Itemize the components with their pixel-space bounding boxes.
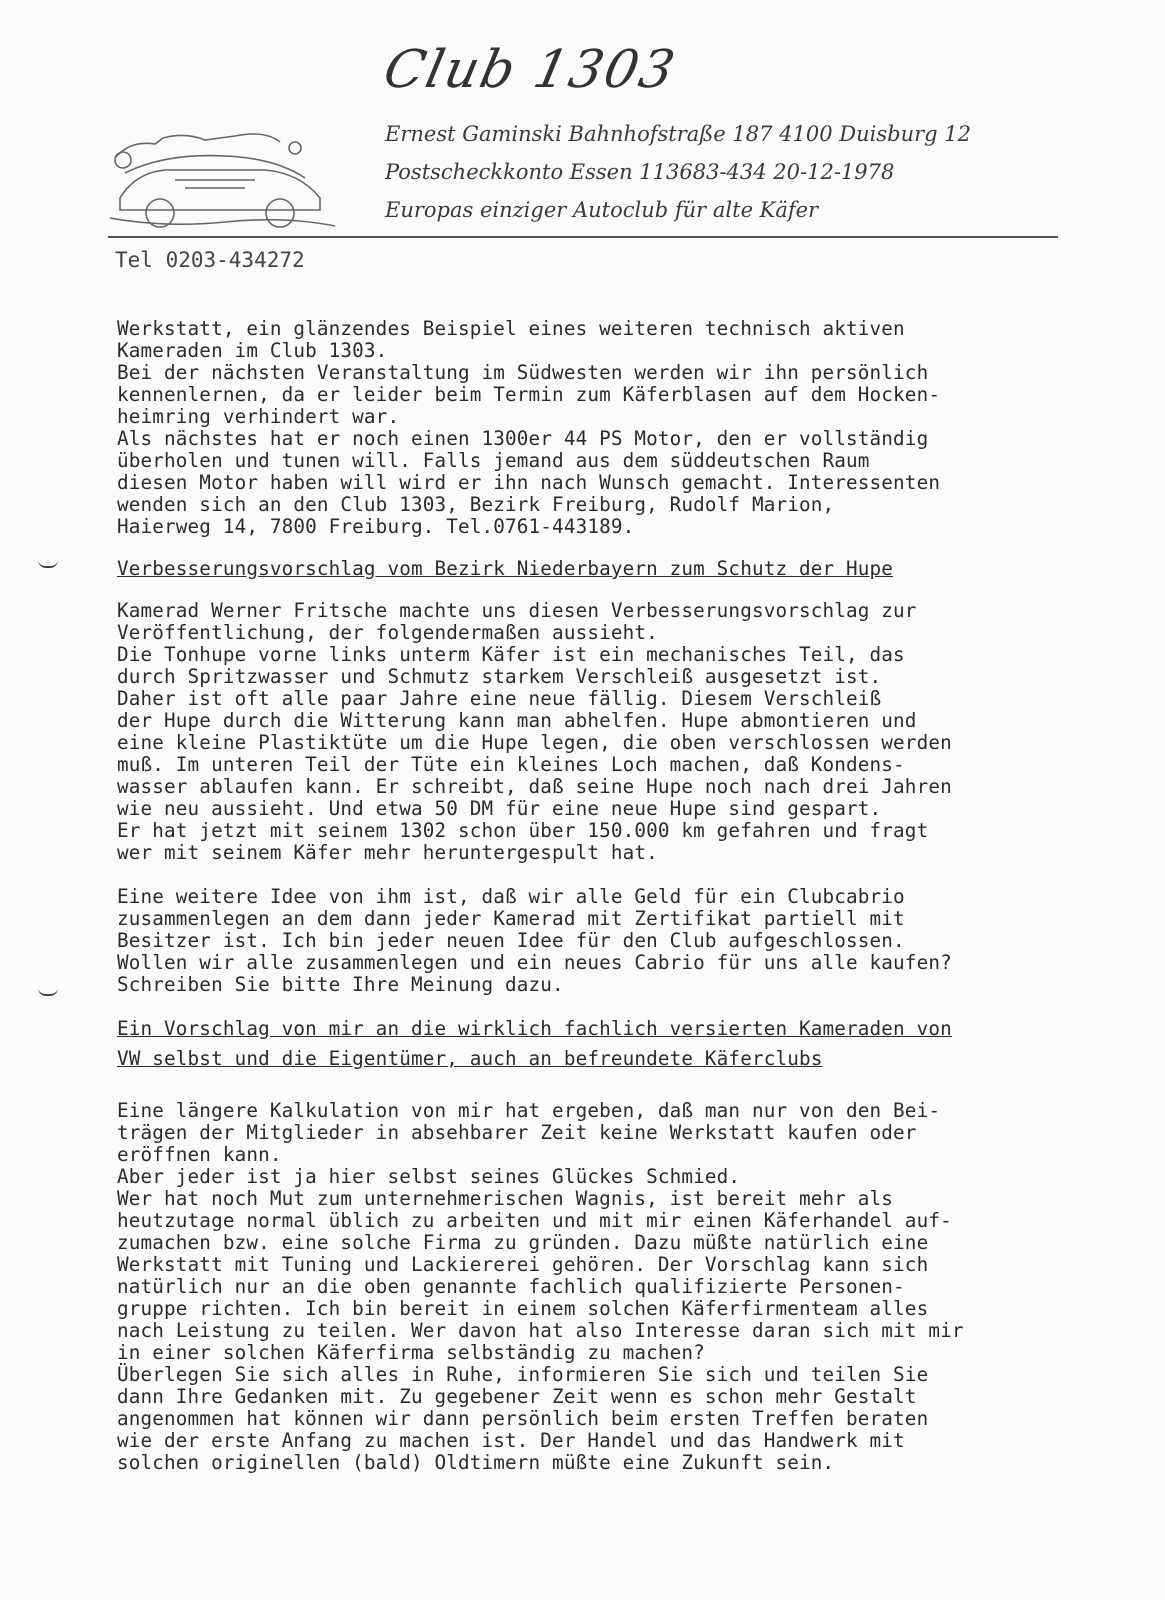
text-line: in einer solchen Käferfirma selbständig zu machen? [117,1341,705,1364]
text-line: heimring verhindert war. [117,405,400,428]
car-logo-image [105,118,345,238]
text-line: Kamerad Werner Fritsche machte uns diesen Verbesserungsvorschlag zur [117,599,917,622]
text-line: Als nächstes hat er noch einen 1300er 44 PS Motor, den er vollständig [117,427,929,450]
text-line: angenommen hat können wir dann persönlich beim ersten Treffen beraten [117,1407,929,1430]
text-line: Wer hat noch Mut zum unternehmerischen Wagnis, ist bereit mehr als [117,1187,894,1210]
text-line: Überlegen Sie sich alles in Ruhe, informieren Sie sich und teilen Sie [117,1363,929,1386]
text-line: nach Leistung zu teilen. Wer davon hat also Interesse daran sich mit mir [117,1319,964,1342]
text-line: wie der erste Anfang zu machen ist. Der Handel und das Handwerk mit [117,1429,905,1452]
section-heading-horn: Verbesserungsvorschlag vom Bezirk Niederbayern zum Schutz der Hupe [117,557,894,580]
text-line: Werkstatt, ein glänzendes Beispiel eines weiteren technisch aktiven [117,317,905,340]
text-line: Haierweg 14, 7800 Freiburg. Tel.0761-443189. [117,515,635,538]
text-line: Besitzer ist. Ich bin jeder neuen Idee für den Club aufgeschlossen. [117,929,905,952]
letterhead-divider [108,236,1058,238]
paragraph-horn [117,600,1097,864]
text-line: Werkstatt mit Tuning und Lackiererei gehören. Der Vorschlag kann sich [117,1253,929,1276]
text-line: eine kleine Plastiktüte um die Hupe legen, die oben verschlossen werden [117,731,952,754]
letterhead-account: Postscheckkonto Essen 113683-434 20-12-1978 [385,160,895,184]
text-line: Eine weitere Idee von ihm ist, daß wir alle Geld für ein Clubcabrio [117,885,905,908]
text-line: Aber jeder ist ja hier selbst seines Glückes Schmied. [117,1165,741,1188]
text-line: Bei der nächsten Veranstaltung im Südwesten werden wir ihn persönlich [117,361,929,384]
margin-mark [38,988,58,996]
paragraph-cabrio [117,886,1097,996]
text-line: Die Tonhupe vorne links unterm Käfer ist ein mechanisches Teil, das [117,643,905,666]
text-line: der Hupe durch die Witterung kann man abhelfen. Hupe abmontieren und [117,709,917,732]
text-line: Veröffentlichung, der folgendermaßen aussieht. [117,621,658,644]
text-line: Schreiben Sie bitte Ihre Meinung dazu. [117,973,564,996]
text-line: solchen originellen (bald) Oldtimern müßte eine Zukunft sein. [117,1451,835,1474]
paragraph-proposal [117,1100,1097,1474]
text-line: eröffnen kann. [117,1143,282,1166]
text-line: Daher ist oft alle paar Jahre eine neue fällig. Diesem Verschleiß [117,687,882,710]
text-line: wie neu aussieht. Und etwa 50 DM für eine neue Hupe sind gespart. [117,797,882,820]
letterhead-address: Ernest Gaminski Bahnhofstraße 187 4100 Duisburg 12 [385,122,971,146]
text-line: trägen der Mitglieder in absehbarer Zeit keine Werkstatt kaufen oder [117,1121,917,1144]
telephone-number: Tel 0203-434272 [115,248,305,272]
text-line: Wollen wir alle zusammenlegen und ein neues Cabrio für uns alle kaufen? [117,951,952,974]
text-line: wer mit seinem Käfer mehr heruntergespult hat. [117,841,658,864]
text-line: muß. Im unteren Teil der Tüte ein kleines Loch machen, daß Kondens- [117,753,905,776]
letterhead-slogan: Europas einziger Autoclub für alte Käfer [385,198,819,222]
text-line: diesen Motor haben will wird er ihn nach Wunsch gemacht. Interessenten [117,471,941,494]
text-line: durch Spritzwasser und Schmutz starkem Verschleiß ausgesetzt ist. [117,665,882,688]
section-heading-proposal: Ein Vorschlag von mir an die wirklich fachlich versierten Kameraden von [117,1017,952,1040]
text-line: wenden sich an den Club 1303, Bezirk Freiburg, Rudolf Marion, [117,493,835,516]
text-line: zumachen bzw. eine solche Firma zu gründen. Dazu müßte natürlich eine [117,1231,929,1254]
text-line: dann Ihre Gedanken mit. Zu gegebener Zeit wenn es schon mehr Gestalt [117,1385,917,1408]
text-line: Er hat jetzt mit seinem 1302 schon über 150.000 km gefahren und fragt [117,819,929,842]
paragraph-workshop [117,318,1097,538]
text-line: kennenlernen, da er leider beim Termin zum Käferblasen auf dem Hocken- [117,383,941,406]
club-title: Club 1303 [378,40,682,100]
margin-mark [38,560,58,568]
text-line: überholen und tunen will. Falls jemand aus dem süddeutschen Raum [117,449,870,472]
text-line: gruppe richten. Ich bin bereit in einem solchen Käferfirmenteam alles [117,1297,929,1320]
letter-body [117,318,1097,1474]
section-heading-proposal-cont: VW selbst und die Eigentümer, auch an befreundete Käferclubs [117,1047,823,1070]
text-line: Eine längere Kalkulation von mir hat ergeben, daß man nur von den Bei- [117,1099,941,1122]
text-line: zusammenlegen an dem dann jeder Kamerad mit Zertifikat partiell mit [117,907,905,930]
text-line: Kameraden im Club 1303. [117,339,388,362]
text-line: heutzutage normal üblich zu arbeiten und mit mir einen Käferhandel auf- [117,1209,952,1232]
text-line: natürlich nur an die oben genannte fachlich qualifizierte Personen- [117,1275,905,1298]
text-line: wasser ablaufen kann. Er schreibt, daß seine Hupe noch nach drei Jahren [117,775,952,798]
